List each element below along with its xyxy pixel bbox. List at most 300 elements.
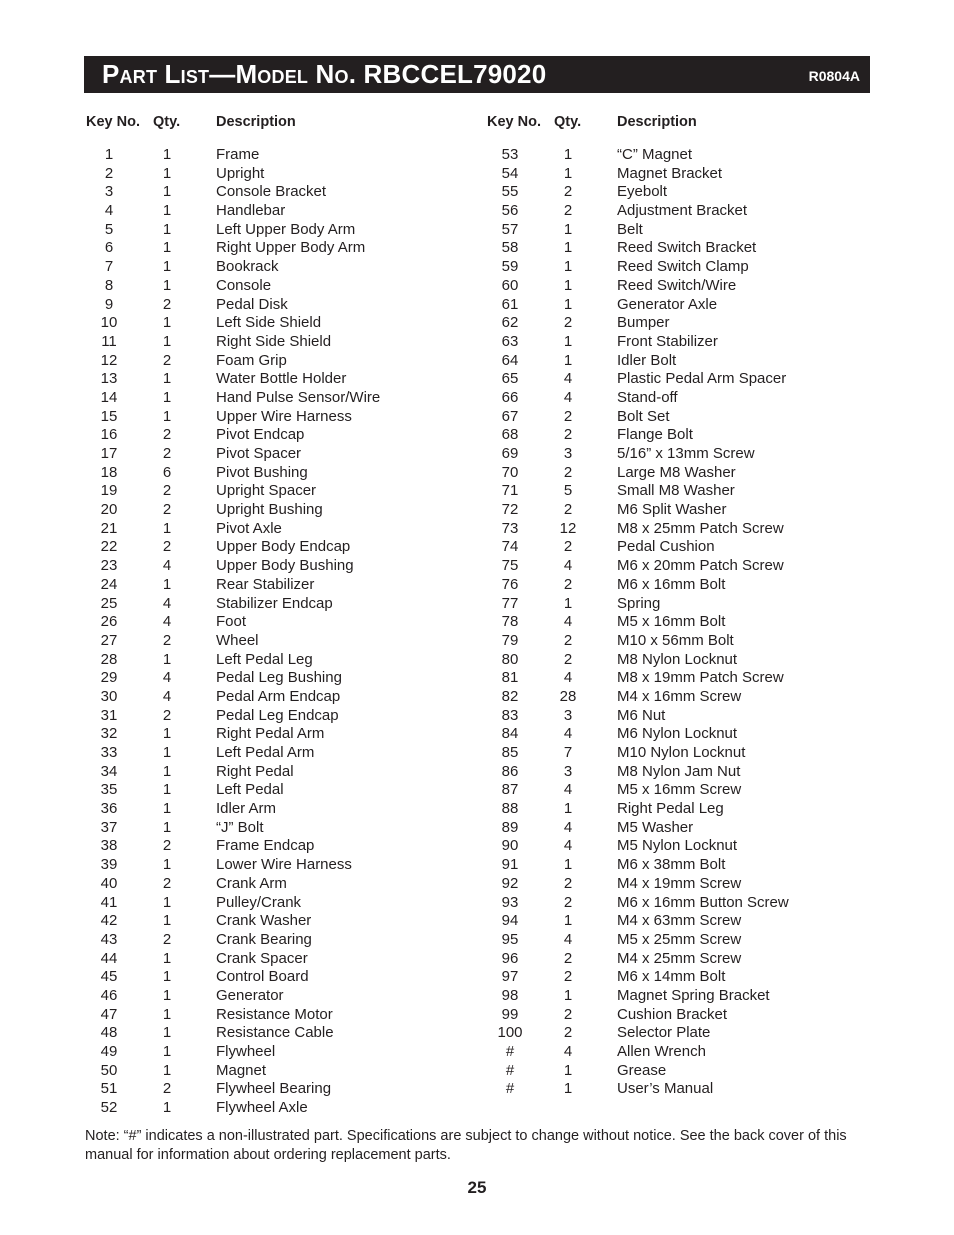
quantity: 5: [563, 482, 573, 500]
quantity: 1: [162, 258, 172, 276]
table-row: [89, 894, 489, 913]
key-number: 69: [501, 445, 519, 462]
quantity: 2: [162, 295, 172, 313]
quantity: 2: [563, 575, 573, 593]
table-row: [89, 651, 489, 670]
part-description: M10 x 56mm Bolt: [617, 631, 734, 649]
table-row: [490, 651, 890, 670]
part-description: M6 Nylon Locknut: [617, 725, 738, 743]
part-description: Crank Spacer: [216, 949, 308, 967]
part-description: Upper Body Bushing: [216, 557, 354, 575]
key-number: 60: [501, 276, 519, 294]
key-number: 17: [100, 445, 118, 462]
part-description: Upper Wire Harness: [216, 407, 352, 425]
key-number: 74: [501, 538, 519, 556]
right-desc-header: Description: [617, 114, 697, 130]
key-number: 13: [100, 370, 118, 388]
part-description: Pulley/Crank: [216, 893, 302, 911]
table-row: [490, 146, 890, 165]
part-description: Upper Body Endcap: [216, 538, 351, 556]
quantity: 1: [563, 276, 573, 294]
part-description: M4 x 25mm Screw: [617, 949, 742, 967]
quantity: 2: [162, 482, 172, 500]
table-row: [89, 875, 489, 894]
part-description: M8 x 19mm Patch Screw: [617, 669, 784, 687]
table-row: [89, 520, 489, 539]
part-description: Magnet: [216, 1061, 267, 1079]
part-description: Crank Arm: [216, 874, 287, 892]
quantity: 1: [563, 295, 573, 313]
part-description: Handlebar: [216, 202, 286, 220]
key-number: 28: [100, 650, 118, 668]
part-description: Upright: [216, 164, 265, 182]
table-row: [490, 408, 890, 427]
key-number: 18: [100, 463, 118, 481]
key-number: 50: [100, 1061, 118, 1079]
quantity: 3: [563, 706, 573, 724]
quantity: 7: [563, 744, 573, 761]
quantity: 1: [563, 1080, 573, 1098]
quantity: 1: [563, 594, 573, 612]
key-number: 29: [100, 669, 118, 687]
key-number: 2: [104, 164, 114, 182]
key-number: 81: [501, 669, 519, 687]
part-description: Frame Endcap: [216, 837, 315, 855]
quantity: 2: [563, 463, 573, 481]
quantity: 1: [162, 725, 172, 743]
quantity: 1: [563, 239, 573, 257]
table-row: [490, 482, 890, 501]
part-description: User’s Manual: [617, 1080, 714, 1098]
part-description: Console Bracket: [216, 183, 327, 201]
table-row: [89, 725, 489, 744]
table-row: [490, 707, 890, 726]
key-number: 94: [501, 912, 519, 930]
part-description: Left Side Shield: [216, 314, 322, 332]
quantity: 2: [563, 407, 573, 425]
quantity: 2: [162, 351, 172, 369]
part-description: Stand-off: [617, 388, 678, 406]
table-row: [490, 688, 890, 707]
part-description: M6 x 16mm Button Screw: [617, 893, 789, 911]
quantity: 1: [162, 239, 172, 257]
part-description: “J” Bolt: [216, 818, 264, 836]
part-description: Pivot Endcap: [216, 426, 305, 444]
table-row: [89, 482, 489, 501]
key-number: 89: [501, 818, 519, 836]
key-number: 82: [501, 687, 519, 705]
part-description: Bookrack: [216, 258, 279, 276]
part-description: Reed Switch/Wire: [617, 276, 737, 294]
key-number: 9: [104, 295, 114, 313]
part-description: M6 x 16mm Bolt: [617, 575, 726, 593]
part-description: Left Pedal Leg: [216, 650, 313, 668]
key-number: 21: [100, 519, 118, 537]
quantity: 1: [563, 258, 573, 276]
quantity: 4: [563, 1043, 573, 1060]
quantity: 3: [563, 445, 573, 462]
key-number: 42: [100, 912, 118, 930]
part-description: Water Bottle Holder: [216, 370, 347, 388]
quantity: 4: [162, 669, 172, 687]
part-description: Front Stabilizer: [617, 332, 718, 350]
table-row: [490, 538, 890, 557]
key-number: 83: [501, 706, 519, 724]
table-row: [490, 389, 890, 408]
table-row: [89, 538, 489, 557]
part-description: Flywheel Bearing: [216, 1080, 332, 1098]
part-description: Right Pedal Arm: [216, 725, 325, 743]
table-row: [490, 557, 890, 576]
quantity: 1: [162, 1061, 172, 1079]
table-row: [89, 987, 489, 1006]
quantity: 1: [563, 220, 573, 238]
key-number: 46: [100, 986, 118, 1004]
part-description: Pivot Bushing: [216, 463, 308, 481]
key-number: 80: [501, 650, 519, 668]
quantity: 1: [162, 1043, 172, 1060]
quantity: 3: [563, 762, 573, 780]
table-row: [490, 894, 890, 913]
key-number: 86: [501, 762, 519, 780]
key-number: 44: [100, 949, 118, 967]
quantity: 1: [563, 146, 573, 163]
table-row: [89, 408, 489, 427]
part-description: Pivot Spacer: [216, 445, 302, 462]
quantity: 1: [563, 351, 573, 369]
table-row: [89, 632, 489, 651]
quantity: 2: [563, 949, 573, 967]
key-number: 40: [100, 874, 118, 892]
key-number: 19: [100, 482, 118, 500]
key-number: 78: [501, 613, 519, 631]
quantity: 1: [162, 1005, 172, 1023]
part-description: Upright Spacer: [216, 482, 317, 500]
quantity: 6: [162, 463, 172, 481]
key-number: 3: [104, 183, 114, 201]
table-row: [89, 744, 489, 763]
key-number: 47: [100, 1005, 118, 1023]
quantity: 4: [162, 557, 172, 575]
quantity: 4: [563, 669, 573, 687]
document-code: R0804A: [808, 68, 860, 84]
table-row: [490, 875, 890, 894]
key-number: #: [505, 1080, 515, 1098]
key-number: 53: [501, 146, 519, 163]
key-number: 99: [501, 1005, 519, 1023]
key-number: 58: [501, 239, 519, 257]
part-description: Control Board: [216, 968, 309, 986]
table-row: [490, 352, 890, 371]
part-description: M8 Nylon Jam Nut: [617, 762, 741, 780]
quantity: 4: [563, 781, 573, 799]
table-row: [490, 613, 890, 632]
part-description: Generator Axle: [617, 295, 718, 313]
part-description: Crank Bearing: [216, 930, 312, 948]
key-number: 6: [104, 239, 114, 257]
key-number: 15: [100, 407, 118, 425]
part-description: M8 Nylon Locknut: [617, 650, 738, 668]
quantity: 2: [563, 1024, 573, 1042]
key-number: 68: [501, 426, 519, 444]
key-number: 1: [104, 146, 114, 163]
key-number: 71: [501, 482, 519, 500]
key-number: 26: [100, 613, 118, 631]
part-description: M4 x 19mm Screw: [617, 874, 742, 892]
quantity: 4: [563, 930, 573, 948]
key-number: 70: [501, 463, 519, 481]
key-number: 76: [501, 575, 519, 593]
page-title: Part List—Model No. RBCCEL79020: [102, 59, 547, 89]
table-row: [490, 800, 890, 819]
quantity: 1: [162, 762, 172, 780]
part-description: M6 x 20mm Patch Screw: [617, 557, 784, 575]
table-row: [490, 950, 890, 969]
part-description: Wheel: [216, 631, 259, 649]
key-number: 77: [501, 594, 519, 612]
key-number: 66: [501, 388, 519, 406]
quantity: 1: [563, 912, 573, 930]
part-description: Cushion Bracket: [617, 1005, 728, 1023]
key-number: 43: [100, 930, 118, 948]
part-description: M10 Nylon Locknut: [617, 744, 746, 761]
part-description: M4 x 63mm Screw: [617, 912, 742, 930]
key-number: 100: [497, 1024, 523, 1042]
key-number: 55: [501, 183, 519, 201]
key-number: 30: [100, 687, 118, 705]
quantity: 2: [162, 538, 172, 556]
part-description: Left Pedal: [216, 781, 284, 799]
part-description: Pedal Leg Endcap: [216, 706, 339, 724]
quantity: 2: [162, 837, 172, 855]
table-row: [89, 912, 489, 931]
part-description: M6 Split Washer: [617, 501, 727, 519]
key-number: 51: [100, 1080, 118, 1098]
quantity: 2: [563, 314, 573, 332]
quantity: 1: [162, 220, 172, 238]
part-description: Resistance Cable: [216, 1024, 334, 1042]
part-description: Allen Wrench: [617, 1043, 706, 1060]
part-description: Generator: [216, 986, 284, 1004]
part-description: Right Side Shield: [216, 332, 332, 350]
quantity: 2: [162, 631, 172, 649]
quantity: 12: [559, 519, 577, 537]
table-row: [490, 725, 890, 744]
key-number: 10: [100, 314, 118, 332]
table-row: [89, 837, 489, 856]
table-row: [490, 1024, 890, 1043]
table-row: [89, 296, 489, 315]
part-description: Spring: [617, 594, 661, 612]
key-number: 72: [501, 501, 519, 519]
table-row: [89, 1099, 489, 1118]
part-description: M5 Nylon Locknut: [617, 837, 738, 855]
table-row: [490, 370, 890, 389]
quantity: 1: [162, 968, 172, 986]
table-row: [490, 1006, 890, 1025]
key-number: 62: [501, 314, 519, 332]
part-description: “C” Magnet: [617, 146, 693, 163]
key-number: 97: [501, 968, 519, 986]
table-row: [490, 632, 890, 651]
key-number: 56: [501, 202, 519, 220]
quantity: 1: [563, 164, 573, 182]
table-row: [89, 314, 489, 333]
quantity: 2: [162, 426, 172, 444]
key-number: 41: [100, 893, 118, 911]
right-qty-header: Qty.: [554, 114, 582, 130]
quantity: 1: [563, 1061, 573, 1079]
part-description: Bolt Set: [617, 407, 670, 425]
table-row: [89, 595, 489, 614]
part-description: M8 x 25mm Patch Screw: [617, 519, 784, 537]
table-row: [89, 183, 489, 202]
quantity: 1: [162, 856, 172, 874]
key-number: 39: [100, 856, 118, 874]
key-number: 98: [501, 986, 519, 1004]
quantity: 1: [162, 314, 172, 332]
key-number: 32: [100, 725, 118, 743]
key-number: 91: [501, 856, 519, 874]
key-number: 90: [501, 837, 519, 855]
quantity: 4: [563, 557, 573, 575]
table-row: [89, 146, 489, 165]
title-bar: [84, 56, 870, 93]
part-description: M5 Washer: [617, 818, 694, 836]
quantity: 1: [162, 370, 172, 388]
key-number: 54: [501, 164, 519, 182]
quantity: 2: [563, 631, 573, 649]
part-description: Left Pedal Arm: [216, 744, 315, 761]
quantity: 1: [162, 893, 172, 911]
quantity: 2: [563, 650, 573, 668]
key-number: 4: [104, 202, 114, 220]
table-row: [490, 781, 890, 800]
table-row: [89, 688, 489, 707]
table-row: [490, 669, 890, 688]
table-row: [490, 501, 890, 520]
part-description: Grease: [617, 1061, 667, 1079]
table-row: [89, 819, 489, 838]
key-number: 96: [501, 949, 519, 967]
key-number: 84: [501, 725, 519, 743]
table-row: [490, 1062, 890, 1081]
part-description: Right Pedal Leg: [617, 800, 724, 818]
key-number: #: [505, 1043, 515, 1060]
key-number: 92: [501, 874, 519, 892]
quantity: 2: [563, 426, 573, 444]
table-row: [490, 1043, 890, 1062]
table-row: [89, 1006, 489, 1025]
key-number: 34: [100, 762, 118, 780]
quantity: 1: [162, 818, 172, 836]
quantity: 1: [563, 800, 573, 818]
right-parts-list: [490, 146, 890, 1099]
left-key-header: Key No.: [86, 114, 140, 130]
key-number: 73: [501, 519, 519, 537]
quantity: 2: [563, 538, 573, 556]
key-number: 16: [100, 426, 118, 444]
part-description: Idler Arm: [216, 800, 277, 818]
table-row: [89, 333, 489, 352]
quantity: 2: [563, 968, 573, 986]
left-desc-header: Description: [216, 114, 296, 130]
table-row: [490, 314, 890, 333]
part-description: Pedal Disk: [216, 295, 288, 313]
key-number: 85: [501, 744, 519, 761]
page-number: 25: [467, 1178, 487, 1197]
part-description: Pivot Axle: [216, 519, 282, 537]
table-row: [89, 856, 489, 875]
part-description: Belt: [617, 220, 643, 238]
table-row: [89, 1080, 489, 1099]
table-row: [89, 557, 489, 576]
part-description: M6 x 14mm Bolt: [617, 968, 726, 986]
table-row: [490, 837, 890, 856]
key-number: 48: [100, 1024, 118, 1042]
table-row: [490, 239, 890, 258]
table-row: [490, 333, 890, 352]
key-number: 14: [100, 388, 118, 406]
quantity: 2: [563, 874, 573, 892]
quantity: 4: [563, 725, 573, 743]
key-number: 38: [100, 837, 118, 855]
quantity: 1: [162, 388, 172, 406]
part-description: M5 x 16mm Screw: [617, 781, 742, 799]
table-row: [490, 987, 890, 1006]
quantity: 2: [162, 445, 172, 462]
key-number: 95: [501, 930, 519, 948]
quantity: 4: [563, 388, 573, 406]
left-qty-header: Qty.: [153, 114, 181, 130]
table-row: [490, 202, 890, 221]
key-number: 12: [100, 351, 118, 369]
key-number: 31: [100, 706, 118, 724]
table-row: [89, 968, 489, 987]
table-row: [89, 576, 489, 595]
quantity: 1: [162, 164, 172, 182]
part-description: M5 x 25mm Screw: [617, 930, 742, 948]
table-row: [89, 352, 489, 371]
quantity: 1: [563, 856, 573, 874]
part-description: M6 x 38mm Bolt: [617, 856, 726, 874]
table-row: [490, 968, 890, 987]
part-description: Left Upper Body Arm: [216, 220, 356, 238]
part-description: Pedal Cushion: [617, 538, 715, 556]
part-description: Hand Pulse Sensor/Wire: [216, 388, 381, 406]
table-row: [89, 258, 489, 277]
key-number: 36: [100, 800, 118, 818]
table-row: [89, 277, 489, 296]
table-row: [89, 1024, 489, 1043]
key-number: 8: [104, 276, 114, 294]
key-number: 75: [501, 557, 519, 575]
key-number: 59: [501, 258, 519, 276]
table-row: [490, 744, 890, 763]
key-number: 88: [501, 800, 519, 818]
part-description: Right Upper Body Arm: [216, 239, 366, 257]
key-number: 79: [501, 631, 519, 649]
quantity: 2: [162, 930, 172, 948]
part-description: Selector Plate: [617, 1024, 711, 1042]
key-number: 61: [501, 295, 519, 313]
key-number: 52: [100, 1099, 118, 1117]
quantity: 1: [162, 912, 172, 930]
quantity: 4: [563, 837, 573, 855]
table-row: [89, 239, 489, 258]
table-row: [490, 819, 890, 838]
table-row: [89, 202, 489, 221]
